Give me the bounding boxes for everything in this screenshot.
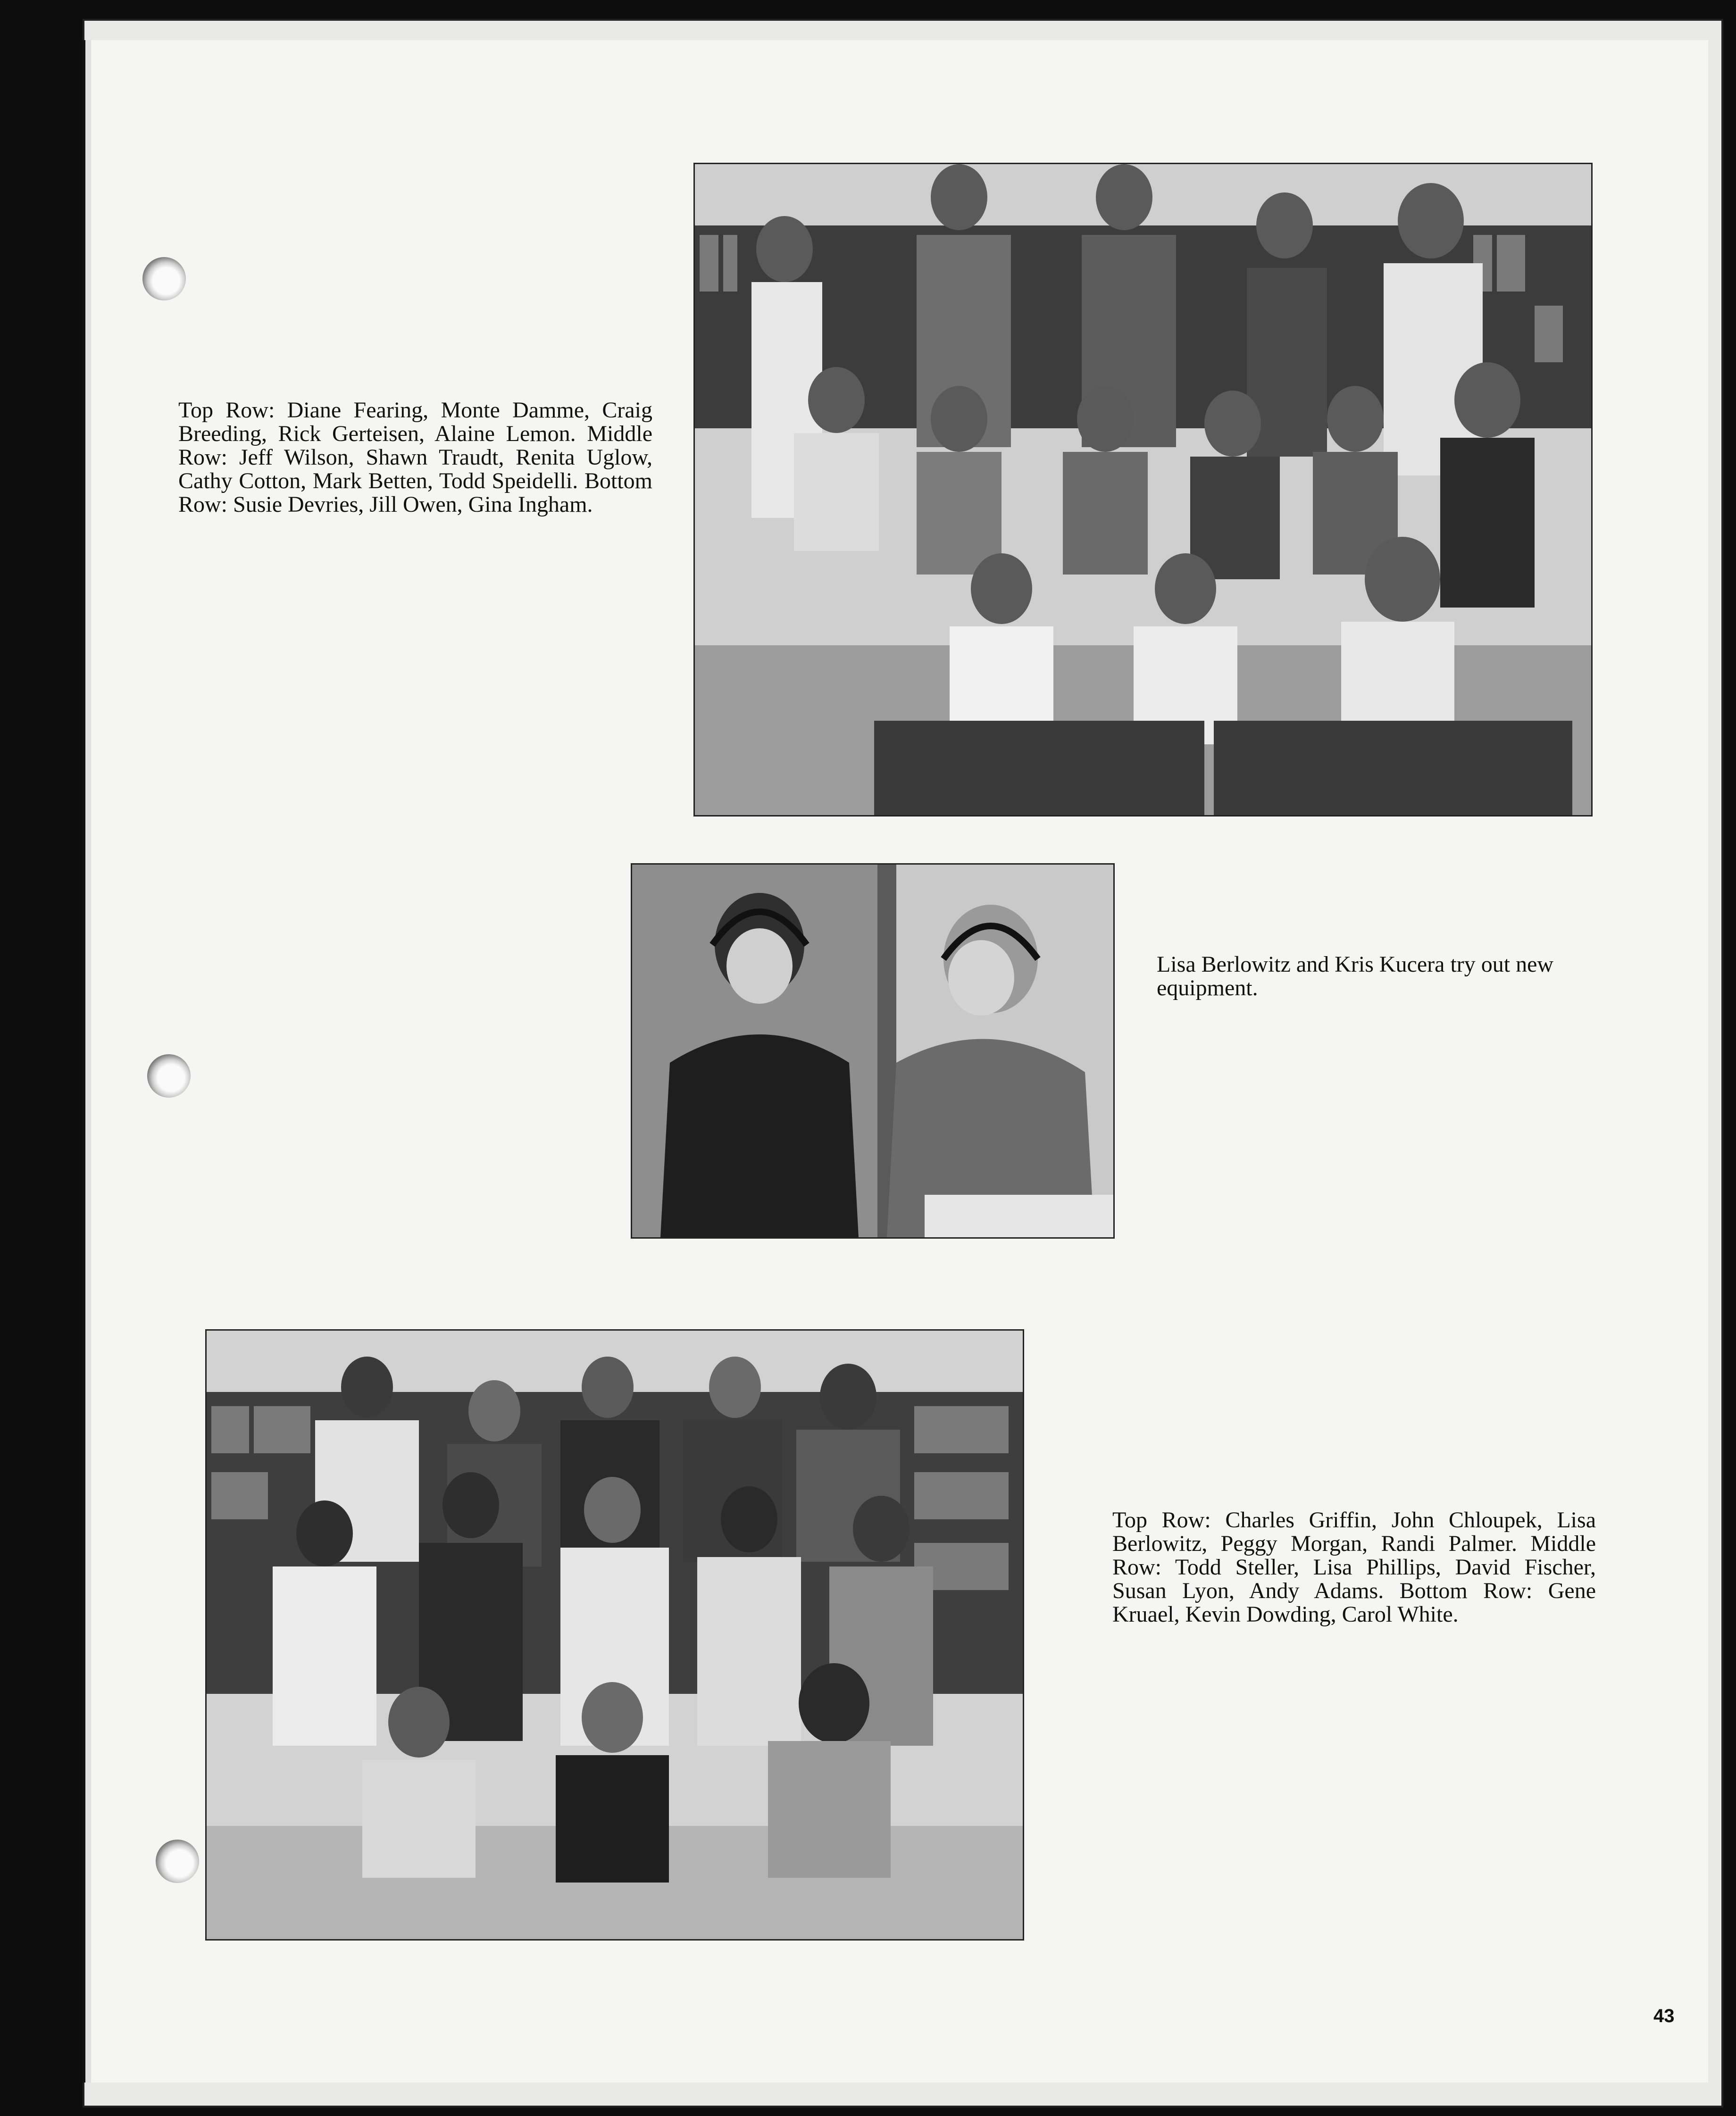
page-number: 43 [1653,2006,1675,2026]
headphones-photo-caption: Lisa Berlowitz and Kris Kucera try out new equipment. [1157,952,1554,1000]
class-group-photo-2 [205,1329,1024,1941]
headphones-photo-image [632,865,1113,1237]
class-photo-1-caption: Top Row: Diane Fearing, Monte Damme, Craig Breeding, Rick Gerteisen, Alaine Lemon. Middle Row: Jeff Wilson, Shawn Traudt, Renita Uglow, Cathy Cotton, Mark Betten, Todd Speidelli. Bottom Row: Susie Devries, Jill Owen, Gina Ingham. [178,398,652,517]
binder-hole [142,257,186,300]
binder-hole [147,1054,191,1098]
class-group-photo-2-image [207,1331,1023,1939]
class-group-photo-1 [693,163,1593,816]
binder-hole [156,1840,199,1883]
class-photo-2-caption: Top Row: Charles Griffin, John Chloupek, Lisa Berlowitz, Peggy Morgan, Randi Palmer. Middle Row: Todd Steller, Lisa Phillips, David Fischer, Susan Lyon, Andy Adams. Bottom Row: Gene Kruael, Kevin Dowding, Carol White. [1112,1508,1596,1627]
class-group-photo-1-image [695,164,1591,815]
headphones-photo [631,863,1115,1239]
